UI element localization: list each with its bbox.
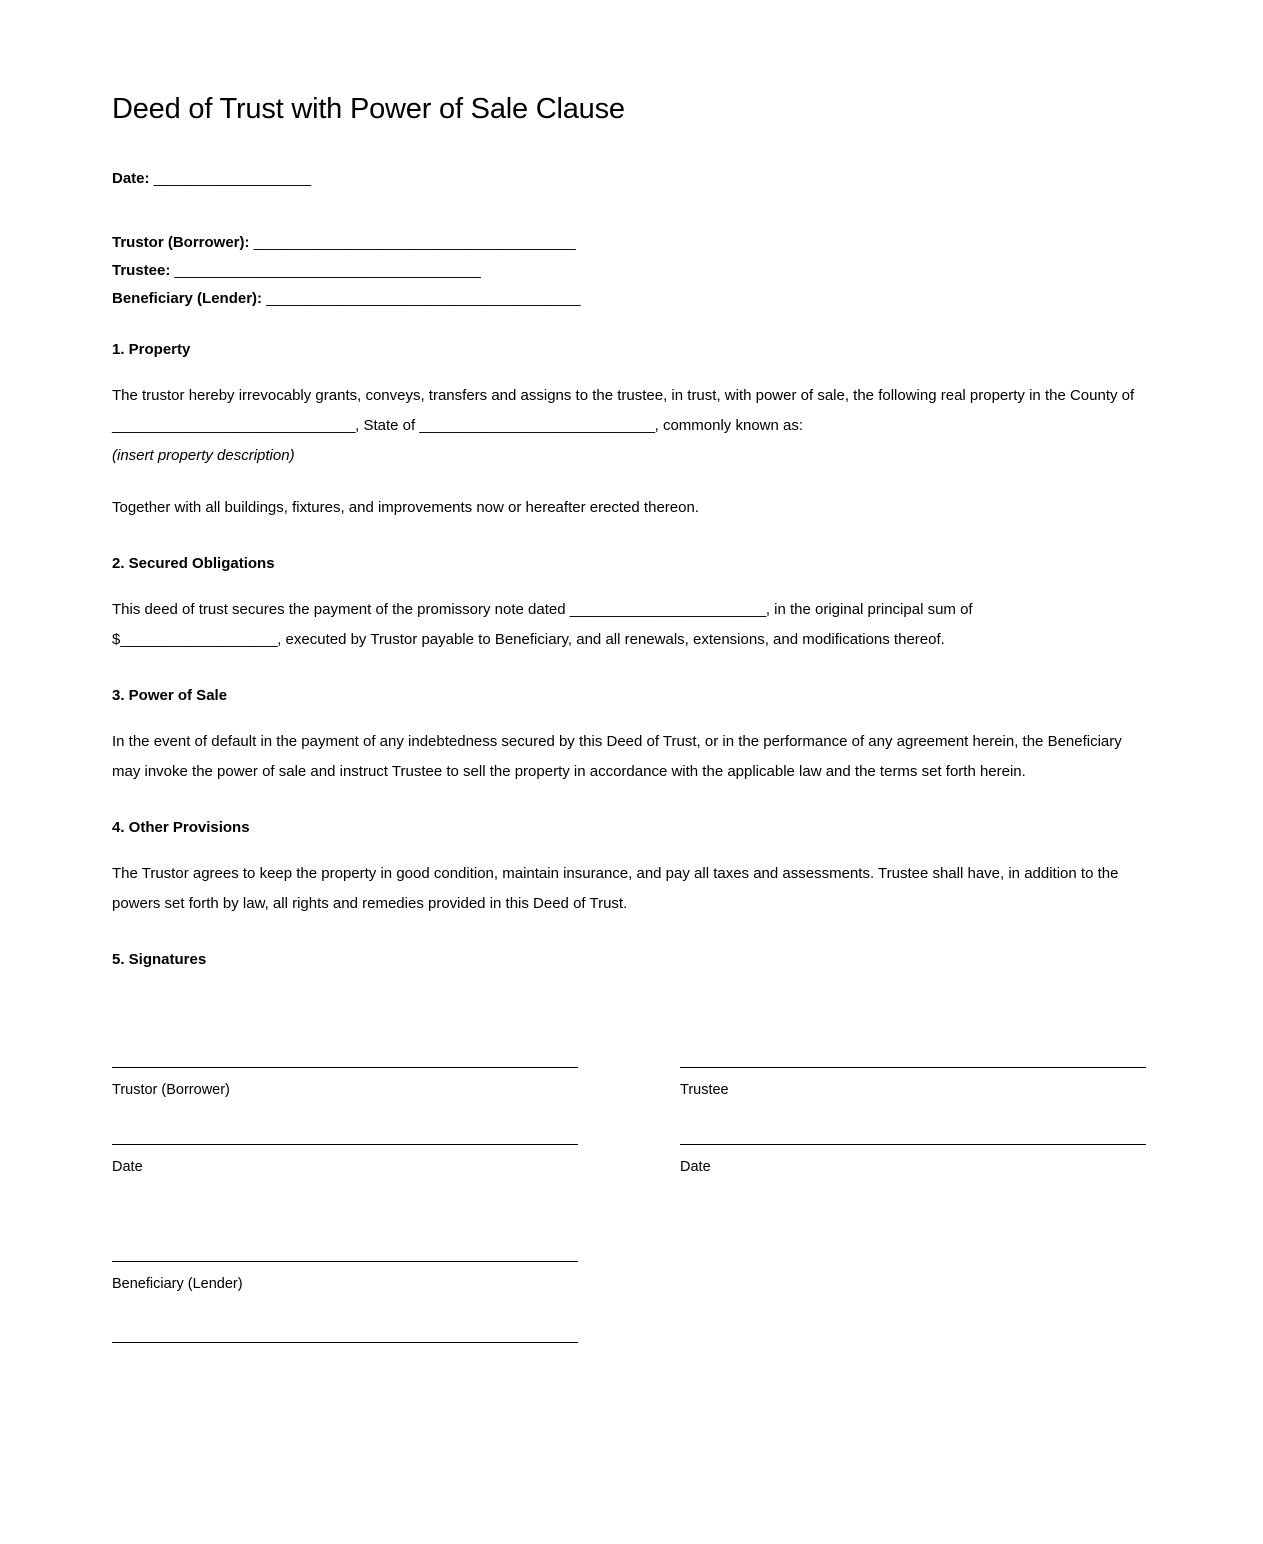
section-property-heading: 1. Property	[112, 340, 191, 358]
secured-text-c: , executed by Trustor payable to Beneficiary, and all renewals, extensions, and modifications thereof.	[277, 630, 945, 648]
section-property	[112, 339, 1151, 523]
header-fields-block	[112, 165, 1151, 313]
property-text-b: , State of	[355, 416, 420, 434]
section-property-paragraph-1	[112, 381, 1137, 441]
property-text-c: , commonly known as:	[654, 416, 804, 434]
section-other-provisions	[112, 817, 1151, 919]
field-gap-spacer	[112, 193, 1151, 229]
section-power-of-sale-paragraph: In the event of default in the payment of any indebtedness secured by this Deed of Trust, or in the performance of any agreement herein, the Beneficiary may invoke the power of sale and instruct Trustee to sell the property in accordance with the applicable law and the terms set forth herein.	[112, 732, 1122, 780]
header-section-spacer	[112, 313, 1151, 339]
field-date-blank[interactable]: ____________________	[153, 169, 311, 187]
signature-column-right	[680, 1067, 1146, 1177]
secured-note-date-blank[interactable]: _________________________	[569, 600, 766, 618]
section-signatures-heading: 5. Signatures	[112, 950, 207, 968]
property-paragraph-spacer	[112, 471, 1151, 493]
property-description-placeholder[interactable]: (insert property description)	[112, 446, 295, 464]
signature-grid-bottom	[112, 1261, 1151, 1343]
signature-grid-top	[112, 1067, 1151, 1177]
signature-slot-trustor	[112, 1067, 578, 1100]
field-trustee-blank[interactable]: _______________________________________	[174, 261, 481, 279]
field-trustor	[112, 229, 1151, 257]
secured-amount-blank[interactable]: ____________________	[120, 630, 278, 648]
field-beneficiary-blank[interactable]: ________________________________________	[266, 289, 580, 307]
section-other-provisions-paragraph: The Trustor agrees to keep the property in good condition, maintain insurance, and pay all taxes and assessments. Trustee shall have, in addition to the powers set forth by law, all rights and remedies provided in this Deed of Trust.	[112, 864, 1119, 912]
signature-label-trustor-date: Date	[112, 1158, 143, 1175]
signature-slot-trustee	[680, 1067, 1146, 1100]
signature-column-beneficiary	[112, 1261, 578, 1343]
signature-label-trustor: Trustor (Borrower)	[112, 1081, 230, 1098]
signature-label-trustee: Trustee	[680, 1081, 729, 1098]
signature-line-unlabeled[interactable]	[112, 1342, 578, 1343]
section-secured-obligations-heading: 2. Secured Obligations	[112, 554, 275, 572]
secured-text-b: , in the original principal sum of $	[112, 600, 973, 648]
section-signatures	[112, 949, 1151, 1343]
signature-slot-beneficiary	[112, 1261, 578, 1294]
field-trustor-label: Trustor (Borrower):	[112, 233, 250, 251]
signature-label-trustee-date: Date	[680, 1158, 711, 1175]
signature-area	[112, 1067, 1151, 1343]
property-state-blank[interactable]: ______________________________	[419, 416, 655, 434]
signature-column-left	[112, 1067, 578, 1177]
page-title: Deed of Trust with Power of Sale Clause	[112, 93, 625, 125]
property-text-a: The trustor hereby irrevocably grants, conveys, transfers and assigns to the trustee, in trust, with power of sale, the following real property in the County of	[112, 386, 1135, 404]
field-trustee-label: Trustee:	[112, 261, 171, 279]
field-trustor-blank[interactable]: _________________________________________	[253, 233, 576, 251]
property-county-blank[interactable]: _______________________________	[112, 416, 356, 434]
secured-text-a: This deed of trust secures the payment of the promissory note dated	[112, 600, 570, 618]
section-other-provisions-heading: 4. Other Provisions	[112, 818, 250, 836]
field-beneficiary	[112, 285, 1151, 313]
section-property-paragraph-2: Together with all buildings, fixtures, and improvements now or hereafter erected thereon.	[112, 498, 699, 516]
field-trustee	[112, 257, 1151, 285]
signature-slot-trustee-date	[680, 1144, 1146, 1177]
section-power-of-sale-heading: 3. Power of Sale	[112, 686, 228, 704]
signature-slot-trustor-date	[112, 1144, 578, 1177]
field-date-label: Date:	[112, 169, 150, 187]
field-beneficiary-label: Beneficiary (Lender):	[112, 289, 263, 307]
field-date	[112, 165, 1151, 193]
signature-label-beneficiary: Beneficiary (Lender)	[112, 1275, 243, 1292]
section-secured-obligations	[112, 553, 1151, 655]
section-power-of-sale	[112, 685, 1151, 787]
section-secured-obligations-paragraph	[112, 595, 1137, 655]
